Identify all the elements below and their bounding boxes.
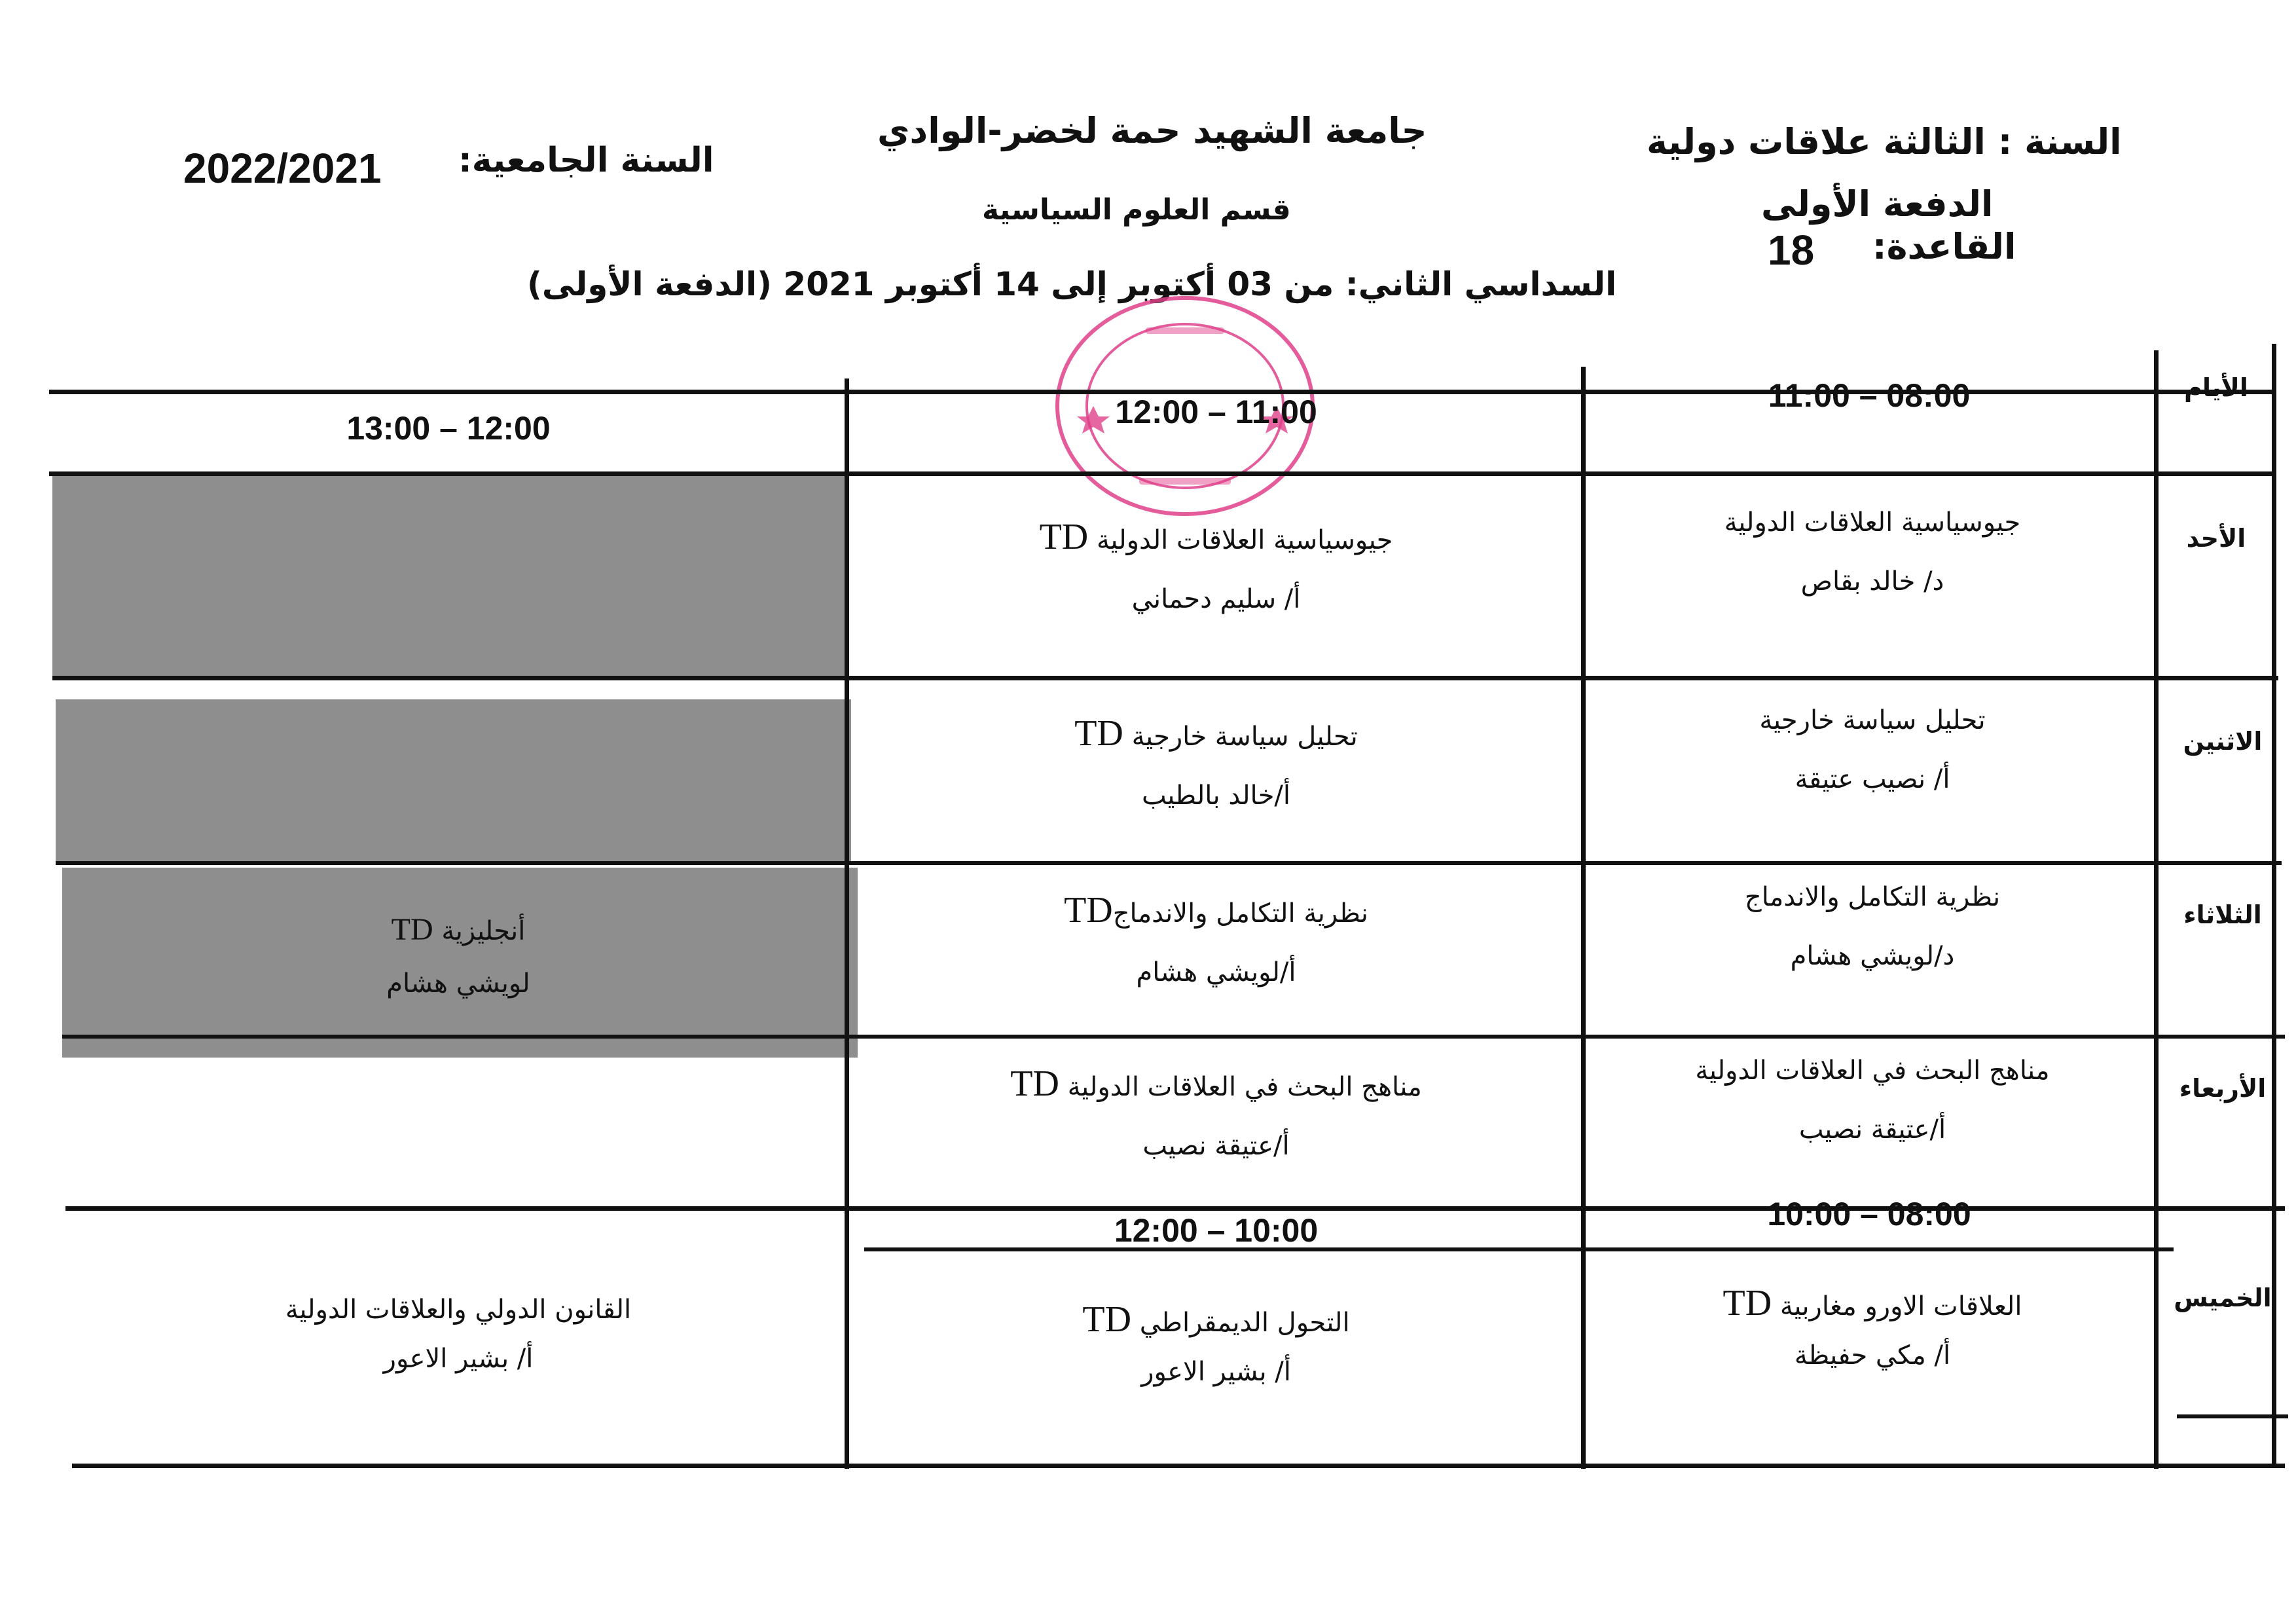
professor: أ/عتيقة نصيب xyxy=(1142,1131,1290,1161)
professor: لويشي هشام xyxy=(386,969,530,999)
thursday-time-slot-1: 10:00 – 08:00 xyxy=(1767,1196,1971,1232)
shaded-block-monday xyxy=(56,699,851,864)
td-tag: TD xyxy=(391,912,433,947)
time-header-slot-3: 13:00 – 12:00 xyxy=(346,410,551,447)
subject xyxy=(851,891,1581,933)
professor: أ/ بشير الاعور xyxy=(383,1344,534,1374)
subject-name: جيوسياسية العلاقات الدولية xyxy=(1096,525,1393,555)
subject: تحليل سياسة خارجية xyxy=(1759,705,1986,735)
subject: جيوسياسية العلاقات الدولية xyxy=(1724,507,2021,538)
department-name: قسم العلوم السياسية xyxy=(982,193,1291,227)
subject-name: مناهج البحث في العلاقات الدولية xyxy=(1067,1072,1422,1102)
hall-label: القاعدة: xyxy=(1872,226,2016,267)
hall-value: 18 xyxy=(1768,227,1815,274)
professor: أ/عتيقة نصيب xyxy=(1798,1115,1946,1145)
year-line: السنة : الثالثة علاقات دولية xyxy=(1647,121,2122,162)
subject: نظرية التكامل والاندماج xyxy=(1744,882,2001,912)
cell-monday-slot-2 xyxy=(851,714,1581,815)
subject xyxy=(851,1300,1581,1342)
cell-sunday-slot-2 xyxy=(851,517,1581,619)
header-bottom-line xyxy=(49,471,2275,476)
td-tag: TD xyxy=(1039,517,1089,557)
td-tag: TD xyxy=(1010,1063,1059,1104)
day-tuesday: الثلاثاء xyxy=(2183,900,2262,929)
academic-year-value: 2022/2021 xyxy=(183,145,382,192)
row-line-sunday xyxy=(52,676,2278,680)
time-header-slot-2: 12:00 – 11:00 xyxy=(1115,394,1317,430)
professor: أ/لويشي هشام xyxy=(1136,957,1296,987)
td-tag: TD xyxy=(1074,713,1123,754)
subject-name: تحليل سياسة خارجية xyxy=(1131,722,1358,752)
subject xyxy=(851,714,1581,756)
td-tag: TD xyxy=(1722,1283,1772,1323)
professor: أ/ بشير الاعور xyxy=(1141,1357,1291,1387)
professor: د/لويشي هشام xyxy=(1790,941,1955,971)
cell-sunday-slot-1 xyxy=(1591,503,2154,601)
cell-monday-slot-1 xyxy=(1591,701,2154,799)
professor: أ/ مكي حفيظة xyxy=(1794,1340,1951,1371)
cell-wednesday-slot-2 xyxy=(851,1064,1581,1166)
row-line-tuesday xyxy=(62,1035,2285,1039)
days-header: الأيام xyxy=(2184,373,2248,402)
subject-name: العلاقات الاورو مغاربية xyxy=(1779,1291,2022,1321)
subject xyxy=(65,910,851,951)
time-header-slot-1: 11:00 – 08:00 xyxy=(1768,377,1971,414)
subject-name: نظرية التكامل والاندماج xyxy=(1112,898,1368,929)
subject xyxy=(1591,1283,2154,1326)
cell-tuesday-slot-1 xyxy=(1591,877,2154,976)
col-line-3 xyxy=(2154,350,2159,1469)
col-line-2 xyxy=(1581,367,1586,1469)
subject: القانون الدولي والعلاقات الدولية xyxy=(285,1295,632,1325)
subject xyxy=(851,1064,1581,1107)
shaded-block-sunday xyxy=(52,475,848,680)
subject xyxy=(851,517,1581,560)
professor: أ/خالد بالطيب xyxy=(1141,781,1291,811)
semester-line: السداسي الثاني: من 03 أكتوبر إلى 14 أكتوبر 2021 (الدفعة الأولى) xyxy=(527,265,1617,303)
cell-thursday-slot-1 xyxy=(1591,1283,2154,1375)
td-tag: TD xyxy=(1064,890,1113,931)
cell-thursday-slot-2 xyxy=(851,1300,1581,1392)
academic-year-label: السنة الجامعية: xyxy=(458,141,714,180)
subject: مناهج البحث في العلاقات الدولية xyxy=(1695,1056,2050,1086)
day-thursday: الخميس xyxy=(2174,1283,2272,1312)
professor: د/ خالد بقاص xyxy=(1800,566,1944,597)
subject-name: أنجليزية xyxy=(441,916,526,946)
cell-wednesday-slot-1 xyxy=(1591,1051,2154,1149)
day-wednesday: الأربعاء xyxy=(2179,1074,2267,1103)
university-name: جامعة الشهيد حمة لخضر-الوادي xyxy=(877,110,1427,151)
day-monday: الاثنين xyxy=(2183,727,2263,756)
cell-tuesday-slot-3 xyxy=(65,910,851,1003)
professor: أ/ سليم دحماني xyxy=(1131,584,1301,614)
subject-name: التحول الديمقراطي xyxy=(1139,1308,1350,1338)
cohort-line: الدفعة الأولى xyxy=(1761,183,1994,225)
table-bottom-line xyxy=(72,1464,2285,1468)
cell-thursday-slot-3 xyxy=(72,1290,845,1378)
cell-tuesday-slot-2 xyxy=(851,891,1581,992)
td-tag: TD xyxy=(1082,1299,1132,1340)
row-line-monday xyxy=(56,861,2282,865)
thursday-time-slot-2: 12:00 – 10:00 xyxy=(1114,1212,1319,1249)
professor: أ/ نصيب عتيقة xyxy=(1795,764,1950,794)
day-sunday: الأحد xyxy=(2186,524,2246,553)
